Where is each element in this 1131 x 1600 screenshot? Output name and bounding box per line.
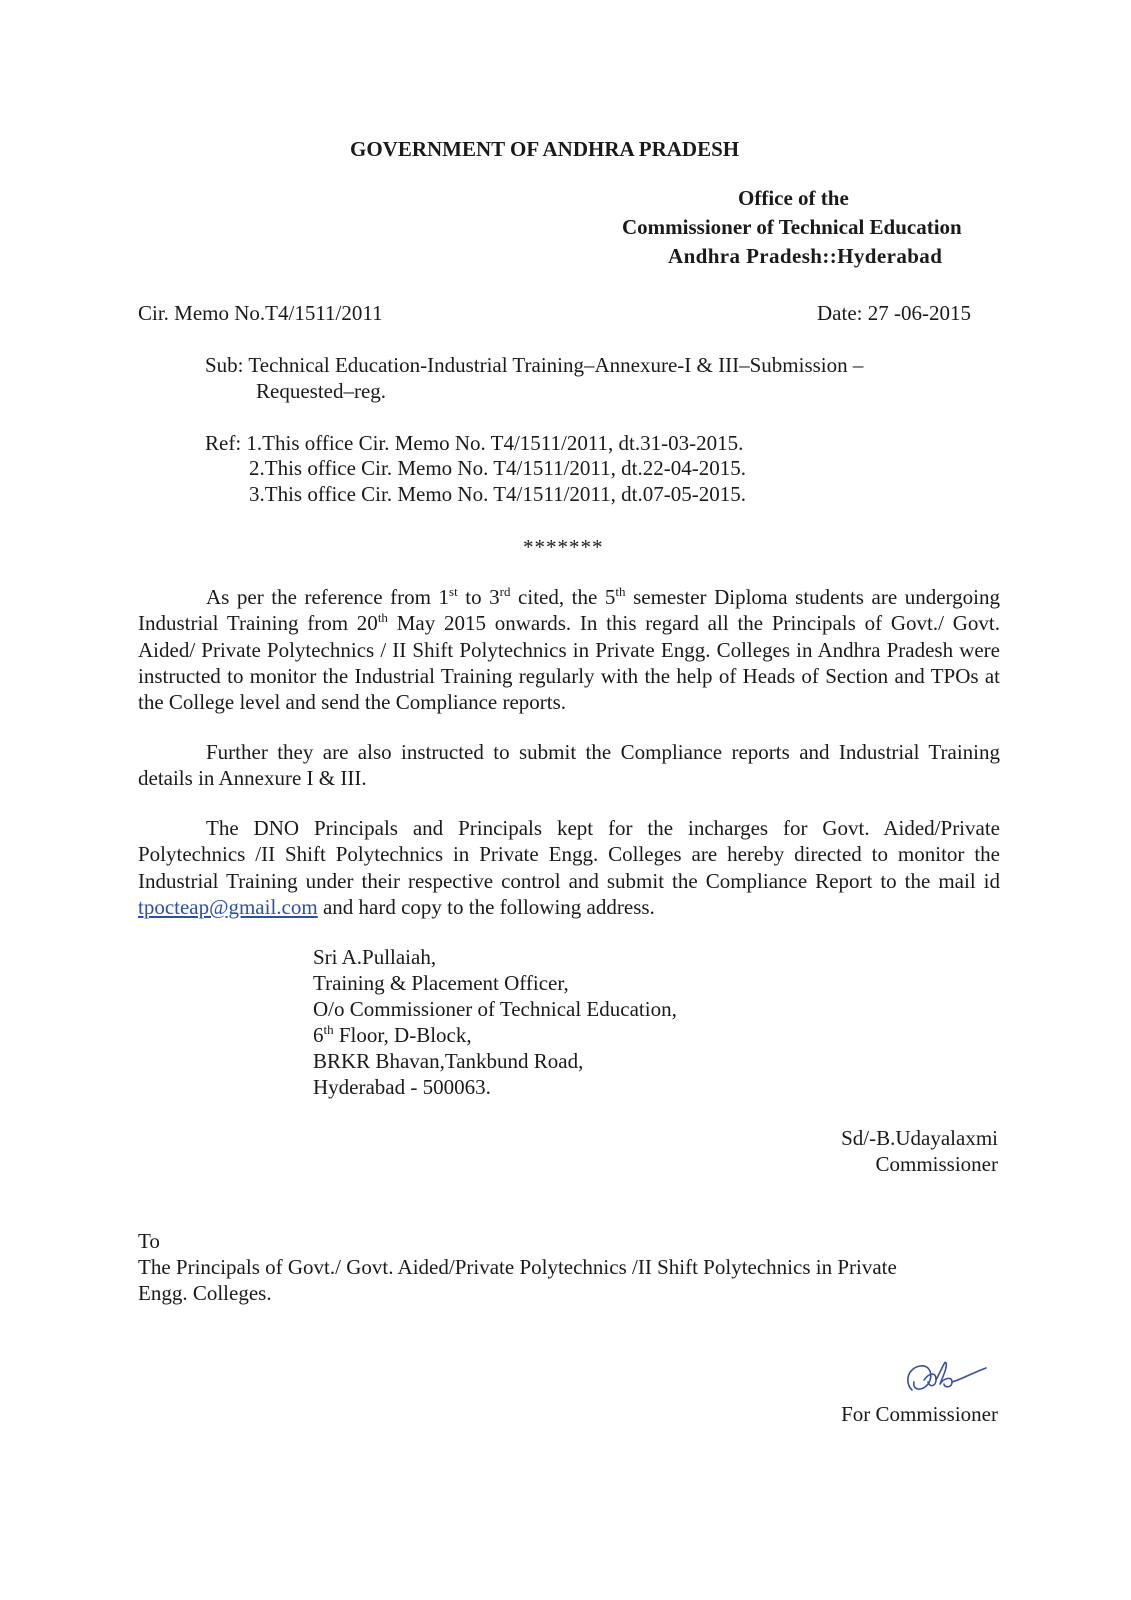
- recipient-line-2: Engg. Colleges.: [138, 1281, 272, 1305]
- subject-line-1: Sub: Technical Education-Industrial Training–Annexure-I & III–Submission –: [205, 353, 864, 377]
- government-heading: GOVERNMENT OF ANDHRA PRADESH: [350, 137, 740, 161]
- paragraph-1: [138, 584, 1000, 715]
- address-line-1: Sri A.Pullaiah,: [313, 945, 437, 969]
- office-line-1: Office of the: [738, 186, 849, 210]
- address-line-4: [313, 1022, 472, 1048]
- para1-part-e: May 2015 onwards. In this regard all the Principals of Govt./ Govt. Aided/ Private Polytechnics / II Shift Polytechnics in Private Engg. Colleges in Andhra Pradesh were instructed to monitor the Industrial Training regularly with the help of Heads of Section and TPOs at the College level and send the Compliance reports.: [138, 611, 1000, 715]
- paragraph-2: [138, 739, 1000, 792]
- separator-stars: *******: [523, 535, 604, 559]
- para1-sup-c: th: [615, 584, 626, 599]
- para1-part-b: to 3: [457, 585, 500, 609]
- para1-sup-b: rd: [499, 584, 511, 599]
- para3-tail: and hard copy to the following address.: [317, 894, 655, 919]
- para1-part-c: cited, the 5: [510, 585, 616, 609]
- memo-date: Date: 27 -06-2015: [817, 301, 971, 325]
- para1-sup-d: th: [377, 610, 388, 626]
- reference-2: 2.This office Cir. Memo No. T4/1511/2011, dt.22-04-2015.: [249, 456, 746, 480]
- office-line-2: Commissioner of Technical Education: [622, 215, 962, 239]
- address-floor-text: Floor, D-Block,: [333, 1023, 472, 1047]
- para1-part-a: As per the reference from 1: [206, 585, 450, 609]
- reference-3: 3.This office Cir. Memo No. T4/1511/2011, dt.07-05-2015.: [249, 482, 746, 506]
- para2-text: Further they are also instructed to submit the Compliance reports and Industrial Training details in Annexure I & III.: [138, 740, 1000, 791]
- office-line-3: Andhra Pradesh::Hyderabad: [668, 244, 943, 268]
- paragraph-3: [138, 815, 1000, 920]
- email-link[interactable]: tpocteap@gmail.com: [138, 894, 318, 919]
- signatory-title: Commissioner: [875, 1152, 998, 1176]
- signatory-name: Sd/-B.Udayalaxmi: [841, 1126, 998, 1150]
- address-floor-sup: th: [323, 1022, 334, 1037]
- address-line-5: BRKR Bhavan,Tankbund Road,: [313, 1049, 584, 1073]
- subject-line-2: Requested–reg.: [256, 379, 387, 403]
- para1-part-d: semester Diploma students are undergoing Industrial Training from 20: [138, 585, 1001, 636]
- address-line-2: Training & Placement Officer,: [313, 971, 569, 995]
- address-line-6: Hyderabad - 500063.: [313, 1075, 491, 1099]
- memo-number: Cir. Memo No.T4/1511/2011: [138, 301, 383, 325]
- address-line-3: O/o Commissioner of Technical Education,: [313, 997, 677, 1021]
- address-floor-number: 6: [313, 1023, 324, 1047]
- to-label: To: [138, 1229, 160, 1253]
- handwritten-initials: [900, 1350, 1000, 1406]
- recipient-line-1: The Principals of Govt./ Govt. Aided/Private Polytechnics /II Shift Polytechnics in Private: [138, 1255, 897, 1279]
- para3-text: The DNO Principals and Principals kept for the incharges for Govt. Aided/Private Polytechnics /II Shift Polytechnics in Private Engg. Colleges are hereby directed to monitor the Industrial Training under their respective control and submit the Compliance Report to the mail id: [138, 816, 1000, 893]
- for-commissioner: For Commissioner: [841, 1402, 998, 1426]
- reference-1: Ref: 1.This office Cir. Memo No. T4/1511/2011, dt.31-03-2015.: [205, 431, 744, 455]
- para1-sup-a: st: [449, 584, 458, 599]
